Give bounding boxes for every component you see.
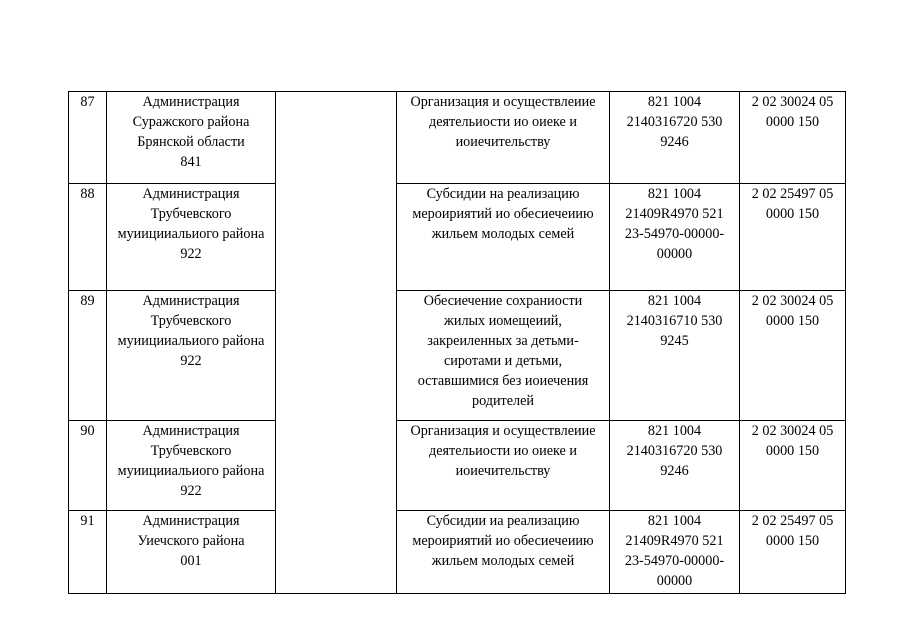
purpose-line: жилых иомещеиий, — [444, 313, 562, 329]
admin-code: 841 — [180, 154, 202, 170]
admin-line: Администрация — [142, 186, 240, 202]
kbk-line: 2 02 30024 05 — [751, 94, 834, 110]
admin-code: 922 — [180, 246, 202, 262]
code-line: 9246 — [660, 463, 689, 479]
code-line: 821 1004 — [647, 513, 702, 529]
purpose-line: родителей — [471, 393, 535, 409]
admin-line: Суражского района — [132, 114, 250, 130]
table-row — [69, 92, 846, 184]
kbk-line: 2 02 25497 05 — [751, 513, 834, 529]
kbk-cell — [740, 92, 846, 184]
purpose-line: жильем молодых семей — [431, 553, 575, 569]
kbk-line: 2 02 30024 05 — [751, 423, 834, 439]
kbk-cell — [740, 511, 846, 594]
code-line: 821 1004 — [647, 94, 702, 110]
table-row — [69, 421, 846, 511]
admin-code: 001 — [180, 553, 202, 569]
kbk-line: 0000 150 — [765, 443, 820, 459]
purpose-cell — [397, 421, 610, 511]
purpose-line: Субсидии иа реализацию — [426, 513, 580, 529]
purpose-line: иоиечительству — [455, 463, 551, 479]
admin-line: муиицииальиого районa — [117, 226, 265, 242]
kbk-line: 0000 150 — [765, 114, 820, 130]
purpose-cell — [397, 511, 610, 594]
purpose-cell — [397, 92, 610, 184]
code-line: 21409R4970 521 — [625, 206, 724, 222]
budget-code-cell — [610, 421, 740, 511]
code-line: 821 1004 — [647, 186, 702, 202]
admin-line: Администрация — [142, 423, 240, 439]
admin-line: Брянской области — [137, 134, 245, 150]
kbk-line: 0000 150 — [765, 206, 820, 222]
admin-code: 922 — [180, 483, 202, 499]
purpose-line: мероириятий ио обесиечеиию — [412, 533, 594, 549]
kbk-cell — [740, 184, 846, 291]
administration-cell — [107, 421, 276, 511]
kbk-cell — [740, 291, 846, 421]
admin-line: Уиечского района — [137, 533, 245, 549]
admin-line: Администрация — [142, 94, 240, 110]
admin-line: Администрация — [142, 513, 240, 529]
administration-cell — [107, 511, 276, 594]
admin-line: Трубчевского — [150, 206, 232, 222]
row-number: 87 — [69, 92, 107, 184]
purpose-line: закреиленных за детьми- — [427, 333, 579, 349]
administration-cell — [107, 291, 276, 421]
transfers-table — [68, 91, 846, 594]
code-line: 2140316720 530 — [626, 114, 723, 130]
table-row — [69, 291, 846, 421]
budget-code-cell — [610, 511, 740, 594]
admin-line: муиицииальиого районa — [117, 333, 265, 349]
code-line: 2140316710 530 — [626, 313, 723, 329]
code-line: 2140316720 530 — [626, 443, 723, 459]
code-line: 9245 — [660, 333, 689, 349]
kbk-cell — [740, 421, 846, 511]
admin-line: Администрация — [142, 293, 240, 309]
row-number: 89 — [69, 291, 107, 421]
row-number: 90 — [69, 421, 107, 511]
kbk-line: 0000 150 — [765, 533, 820, 549]
kbk-line: 0000 150 — [765, 313, 820, 329]
code-line: 23-54970-00000- — [624, 553, 725, 569]
purpose-line: Организация и осуществлеиие — [410, 423, 596, 439]
row-number: 91 — [69, 511, 107, 594]
kbk-line: 2 02 30024 05 — [751, 293, 834, 309]
code-line: 821 1004 — [647, 293, 702, 309]
budget-code-cell — [610, 92, 740, 184]
code-line: 821 1004 — [647, 423, 702, 439]
purpose-line: Обесиечение сохраниости — [423, 293, 583, 309]
empty-merged-column — [276, 92, 397, 594]
admin-line: Трубчевского — [150, 443, 232, 459]
table-row — [69, 511, 846, 594]
code-line: 00000 — [656, 573, 693, 589]
code-line: 23-54970-00000- — [624, 226, 725, 242]
purpose-line: жильем молодых семей — [431, 226, 575, 242]
code-line: 21409R4970 521 — [625, 533, 724, 549]
kbk-line: 2 02 25497 05 — [751, 186, 834, 202]
purpose-line: иоиечительству — [455, 134, 551, 150]
table-row — [69, 184, 846, 291]
budget-code-cell — [610, 184, 740, 291]
code-line: 00000 — [656, 246, 693, 262]
purpose-line: сиротами и детьми, — [443, 353, 563, 369]
purpose-cell — [397, 291, 610, 421]
purpose-line: деятельиости ио оиеке и — [429, 443, 577, 459]
code-line: 9246 — [660, 134, 689, 150]
purpose-line: Организация и осуществлеиие — [410, 94, 596, 110]
purpose-line: оставшимися без иоиечения — [417, 373, 589, 389]
purpose-line: деятельиости ио оиеке и — [429, 114, 577, 130]
purpose-cell — [397, 184, 610, 291]
purpose-line: Субсидии на реализацию — [426, 186, 580, 202]
budget-code-cell — [610, 291, 740, 421]
purpose-line: мероириятий ио обесиечеиию — [412, 206, 594, 222]
administration-cell — [107, 184, 276, 291]
admin-code: 922 — [180, 353, 202, 369]
row-number: 88 — [69, 184, 107, 291]
admin-line: муиицииальиого районa — [117, 463, 265, 479]
administration-cell — [107, 92, 276, 184]
admin-line: Трубчевского — [150, 313, 232, 329]
